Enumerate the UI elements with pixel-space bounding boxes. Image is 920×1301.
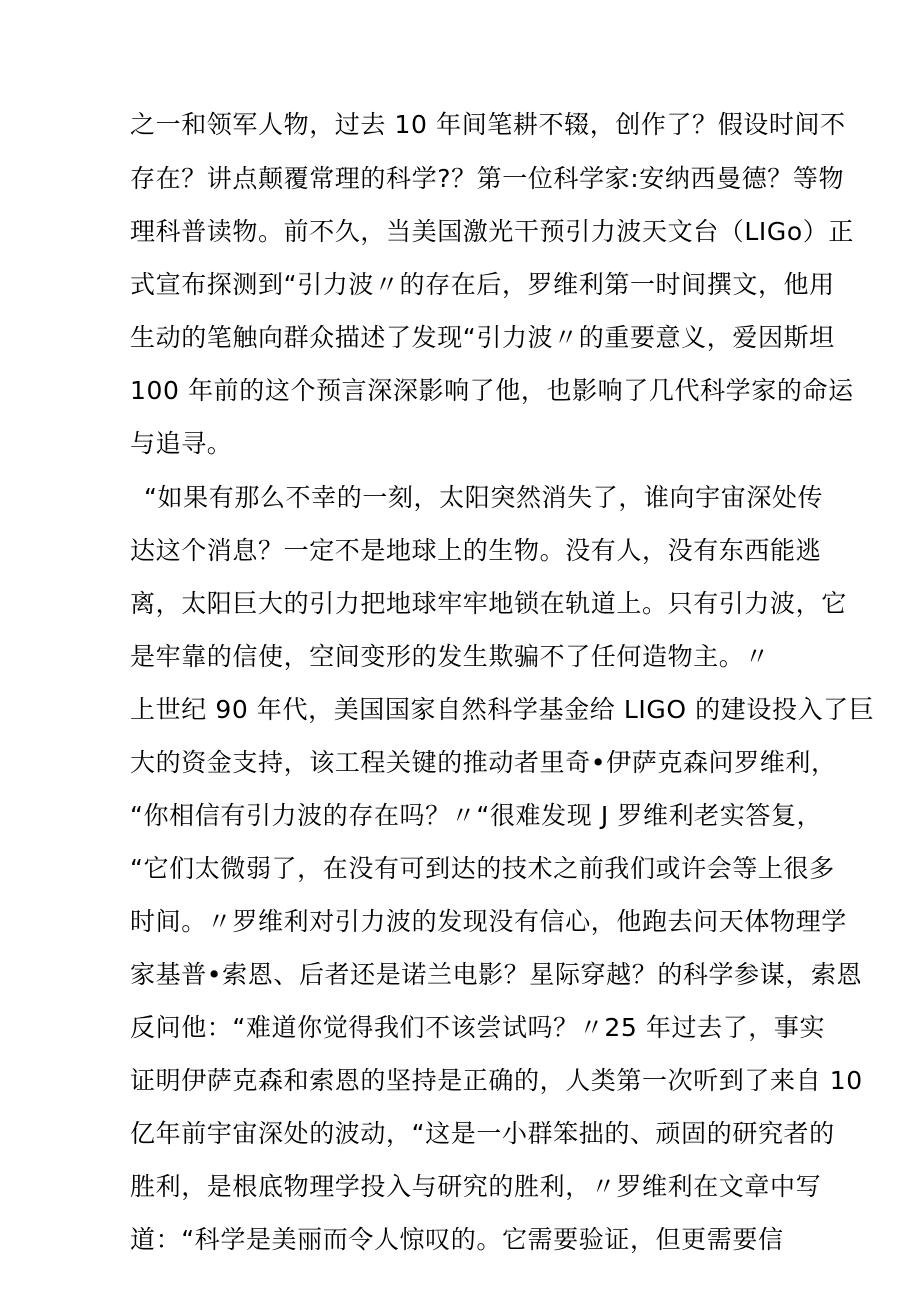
text-line: 之一和领军人物，过去 10 年间笔耕不辍，创作了？假设时间不 [130, 110, 846, 139]
text-line: “它们太微弱了，在没有可到达的技术之前我们或许会等上很多 [130, 854, 835, 883]
text-line: 道：“科学是美丽而令人惊叹的。它需要验证，但更需要信 [130, 1225, 784, 1254]
text-line: “你相信有引力波的存在吗？〃“很难发现 J 罗维利老实答复， [130, 801, 823, 830]
text-line: 式宣布探测到“引力波〃的存在后，罗维利第一时间撰文，他用 [130, 270, 835, 299]
text-line: 时间。〃罗维利对引力波的发现没有信心，他跑去问天体物理学 [130, 907, 847, 936]
text-line: 达这个消息？一定不是地球上的生物。没有人，没有东西能逃 [130, 536, 822, 565]
text-line: 100 年前的这个预言深深影响了他，也影响了几代科学家的命运 [130, 376, 854, 405]
text-line: 亿年前宇宙深处的波动，“这是一小群笨拙的、顽固的研究者的 [130, 1119, 835, 1148]
text-line: 离，太阳巨大的引力把地球牢牢地锁在轨道上。只有引力波，它 [130, 589, 847, 618]
text-line: “如果有那么不幸的一刻，太阳突然消失了，谁向宇宙深处传 [144, 483, 824, 512]
text-line: 家基普•索恩、后者还是诺兰电影？星际穿越？的科学参谋，索恩 [130, 960, 863, 989]
text-line: 证明伊萨克森和索恩的坚持是正确的，人类第一次听到了来自 10 [130, 1066, 863, 1095]
text-line: 与追寻。 [130, 429, 233, 458]
text-line: 存在？讲点颠覆常理的科学?？第一位科学家:安纳西曼德？等物 [130, 164, 845, 193]
text-line: 上世纪 90 年代，美国国家自然科学基金给 LIGO 的建设投入了巨 [130, 695, 875, 724]
text-line: 理科普读物。前不久，当美国激光干预引力波天文台（LIGo）正 [130, 217, 854, 246]
text-line: 大的资金支持，该工程关键的推动者里奇•伊萨克森问罗维利， [130, 748, 837, 777]
text-line: 胜利，是根底物理学投入与研究的胜利，〃罗维利在文章中写 [130, 1172, 822, 1201]
text-line: 生动的笔触向群众描述了发现“引力波〃的重要意义，爱因斯坦 [130, 323, 835, 352]
text-line: 反问他：“难道你觉得我们不该尝试吗？〃25 年过去了，事实 [130, 1013, 826, 1042]
text-line: 是牢靠的信使，空间变形的发生欺骗不了任何造物主。〃 [130, 642, 771, 671]
